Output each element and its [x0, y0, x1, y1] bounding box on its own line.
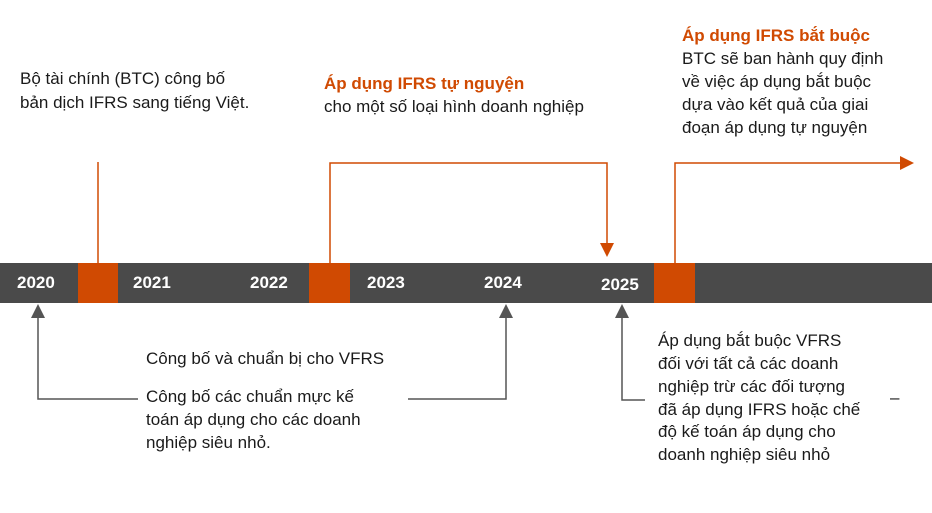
note-line: Công bố các chuẩn mực kế: [146, 387, 354, 406]
note-line: đoạn áp dụng tự nguyện: [682, 118, 868, 137]
note-line: Bộ tài chính (BTC) công bố: [20, 69, 226, 88]
note-line: dựa vào kết quả của giai: [682, 95, 869, 114]
note-line: Áp dụng bắt buộc VFRS: [658, 331, 842, 350]
trailing-dash: –: [890, 388, 900, 407]
year-label: 2024: [484, 273, 522, 292]
note-line: đã áp dụng IFRS hoặc chế: [658, 400, 861, 419]
note-line: toán áp dụng cho các doanh: [146, 410, 361, 429]
mandatory-ifrs-arrow-icon: [900, 156, 914, 170]
note-line: doanh nghiệp siêu nhỏ: [658, 445, 831, 464]
note-line: bản dịch IFRS sang tiếng Việt.: [20, 93, 250, 112]
note-line: về việc áp dụng bắt buộc: [682, 72, 872, 91]
arrow-up-2025-icon: [615, 304, 629, 318]
year-label: 2020: [17, 273, 55, 292]
year-label: 2025: [601, 275, 639, 294]
note-line: BTC sẽ ban hành quy định: [682, 49, 884, 68]
mandatory-ifrs-heading: Áp dụng IFRS bắt buộc: [682, 26, 870, 45]
mandatory-ifrs-bracket: [675, 163, 900, 263]
year-label: 2023: [367, 273, 405, 292]
marker-mandatory-ifrs: [654, 263, 695, 303]
vfrs-bracket-left: [38, 318, 138, 399]
note-line: đối với tất cả các doanh: [658, 354, 839, 373]
year-label: 2021: [133, 273, 171, 292]
voluntary-ifrs-bracket: [330, 163, 607, 263]
vfrs-bracket-right: [408, 318, 506, 399]
arrow-up-2020-icon: [31, 304, 45, 318]
arrow-up-2024-icon: [499, 304, 513, 318]
note-line: nghiệp siêu nhỏ.: [146, 433, 271, 452]
mandatory-vfrs-bracket: [622, 318, 645, 400]
voluntary-ifrs-arrow-icon: [600, 243, 614, 257]
voluntary-ifrs-heading: Áp dụng IFRS tự nguyện: [324, 74, 525, 93]
note-line: cho một số loại hình doanh nghiệp: [324, 97, 584, 116]
year-label: 2022: [250, 273, 288, 292]
marker-voluntary-ifrs: [309, 263, 350, 303]
note-line: nghiệp trừ các đối tượng: [658, 377, 846, 396]
note-line: độ kế toán áp dụng cho: [658, 422, 836, 441]
marker-btc-announce: [78, 263, 118, 303]
vfrs-prepare-note: Công bố và chuẩn bị cho VFRS: [146, 349, 385, 368]
